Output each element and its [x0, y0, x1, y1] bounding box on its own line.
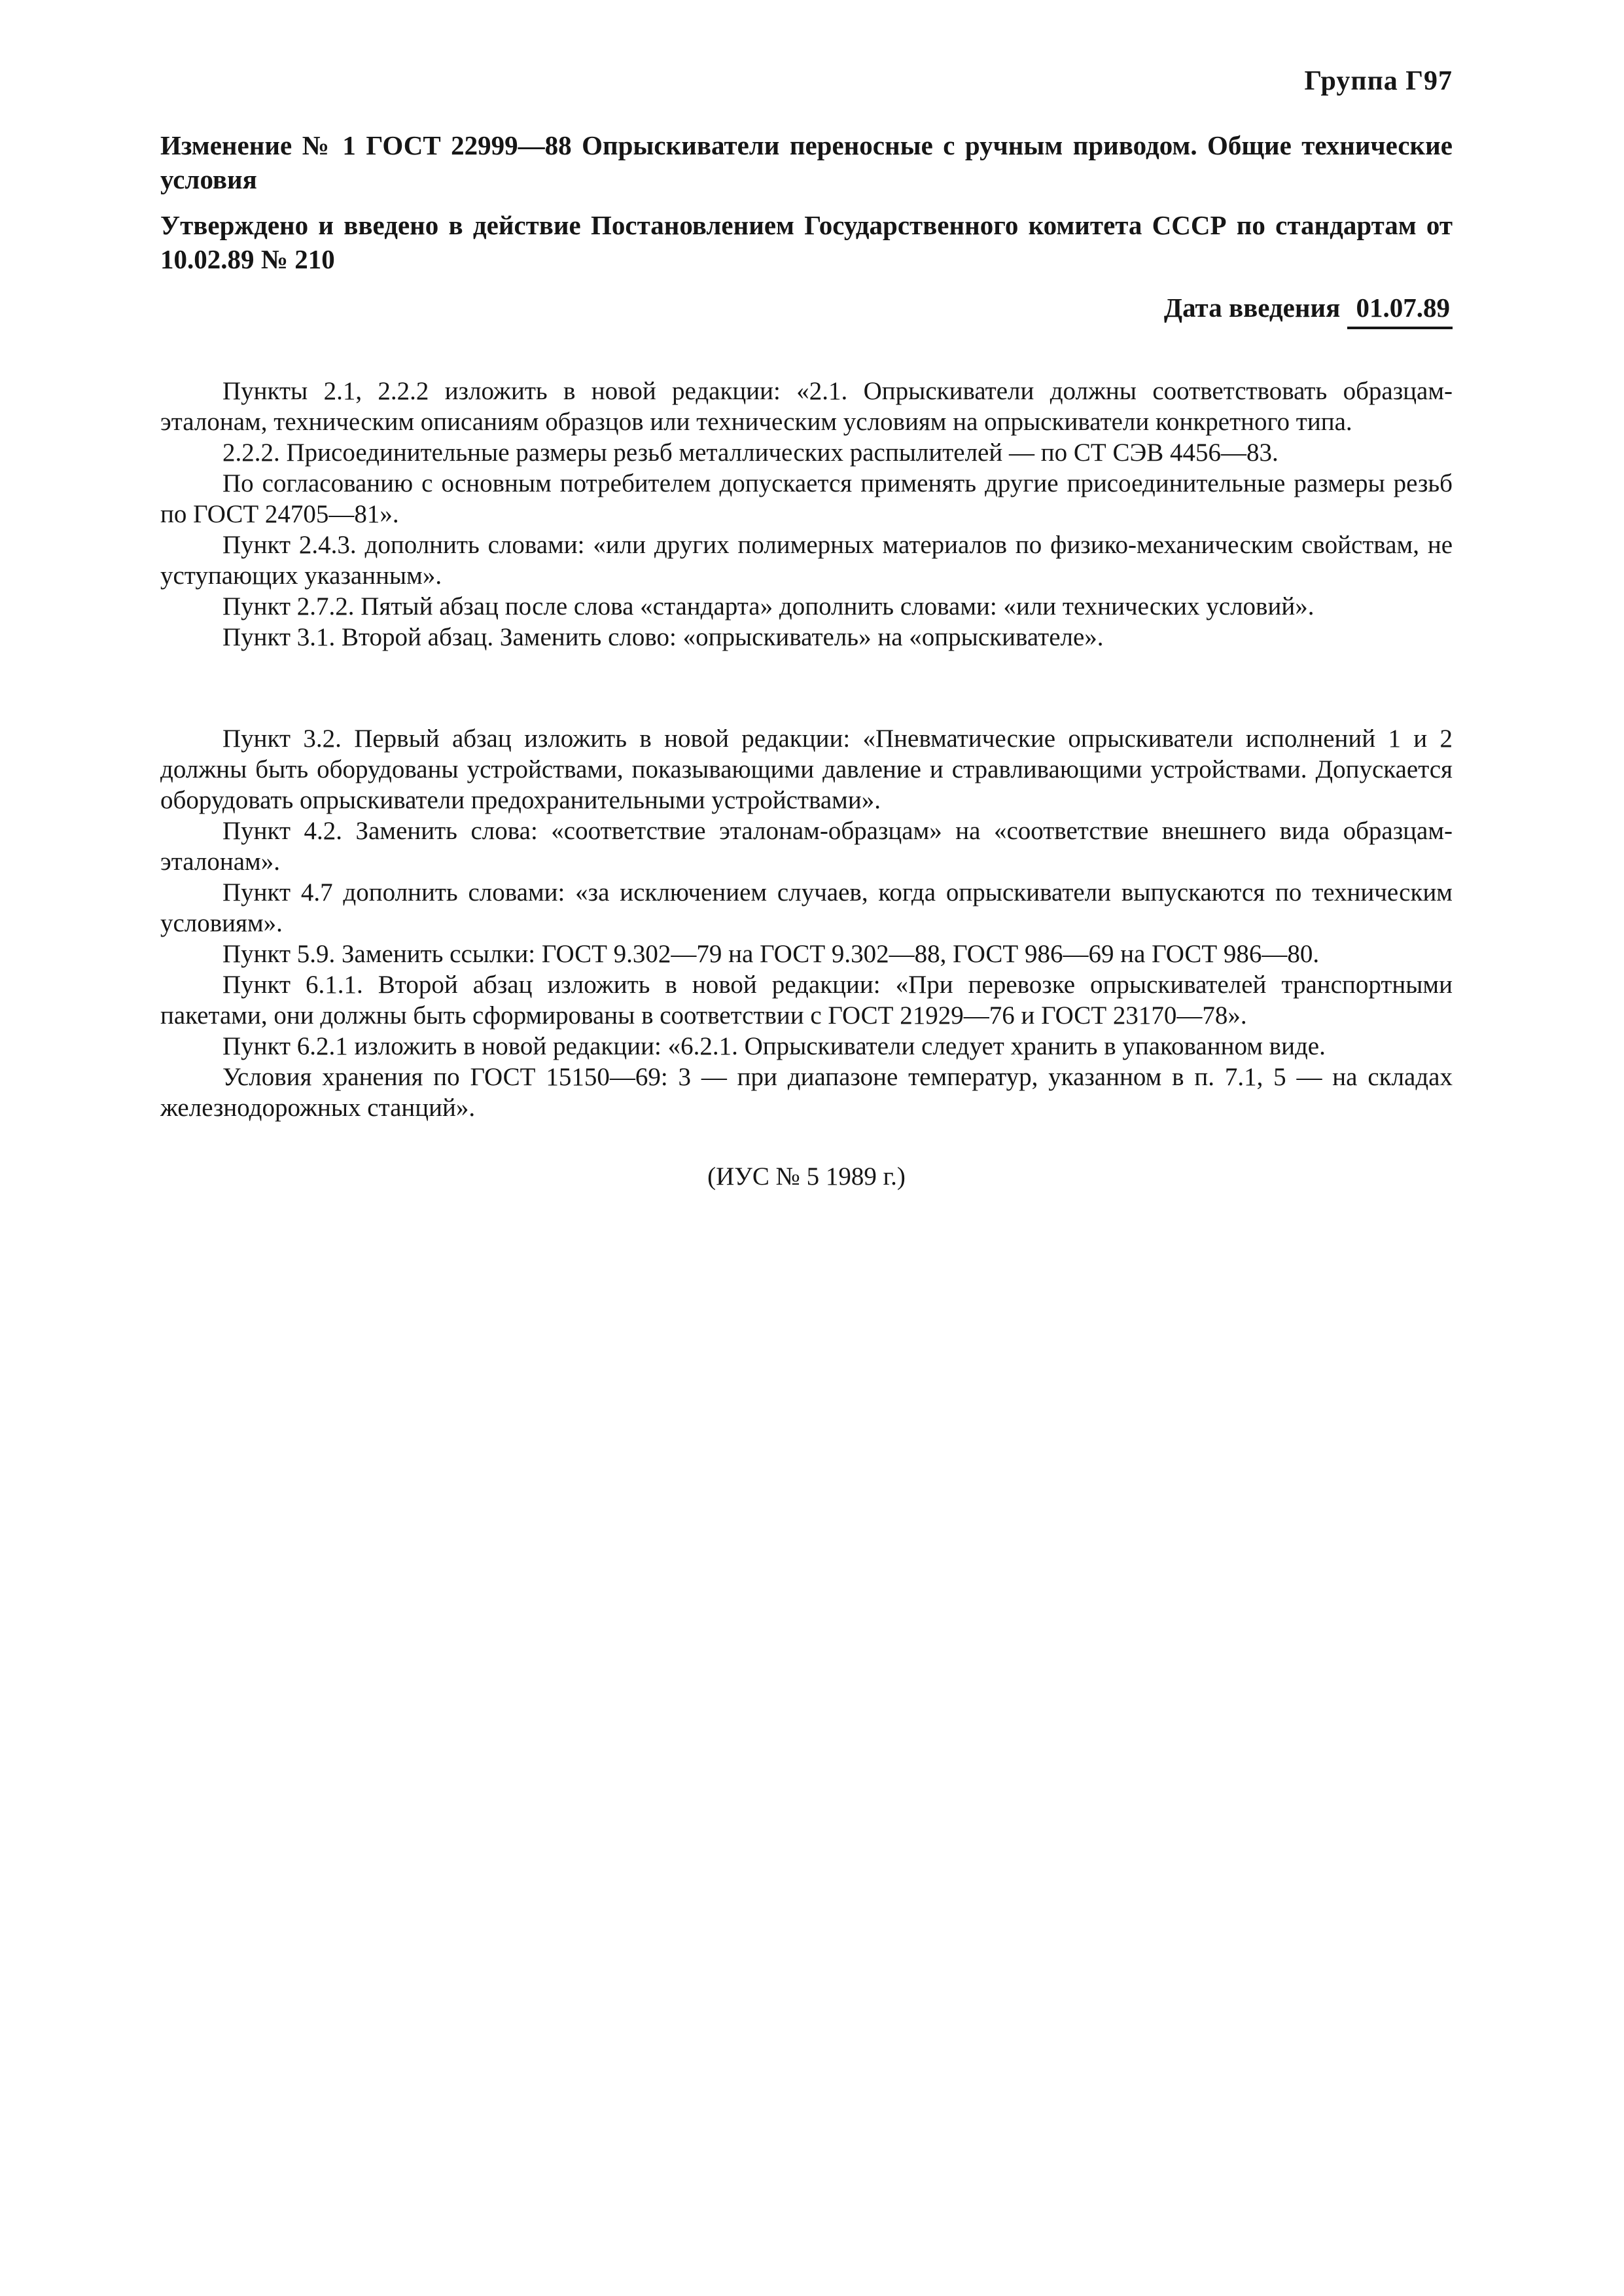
paragraph: Пункт 6.2.1 изложить в новой редакции: «6.2.1. Опрыскиватели следует хранить в упакованном виде.	[222, 1032, 1326, 1060]
paragraph: Условия хранения по ГОСТ 15150—69: 3 — при диапазоне температур, указанном в п. 7.1, 5 — на складах железнодорожных станций».	[160, 1063, 1453, 1122]
paragraph: Пункт 4.7 дополнить словами: «за исключением случаев, когда опрыскиватели выпускаются по техническим условиям».	[160, 878, 1453, 937]
paragraph: Пункт 2.7.2. Пятый абзац после слова «стандарта» дополнить словами: «или технических условий».	[222, 592, 1315, 620]
source-note: (ИУС № 5 1989 г.)	[707, 1162, 906, 1191]
paragraph: 2.2.2. Присоединительные размеры резьб металлических распылителей — по СТ СЭВ 4456—83.	[222, 439, 1279, 467]
paragraph: По согласованию с основным потребителем допускается применять другие присоединительные размеры резьб по ГОСТ 24705—81».	[160, 469, 1453, 528]
group-label: Группа Г97	[1304, 66, 1453, 96]
document-body	[160, 376, 1453, 1123]
paragraph: Пункт 4.2. Заменить слова: «соответствие эталонам-образцам» на «соответствие внешнего вида образцам-эталонам».	[160, 817, 1453, 876]
effective-date-value: 01.07.89	[1347, 293, 1453, 329]
paragraph: Пункт 5.9. Заменить ссылки: ГОСТ 9.302—79 на ГОСТ 9.302—88, ГОСТ 986—69 на ГОСТ 986—80.	[222, 940, 1320, 968]
paragraph: Пункт 3.1. Второй абзац. Заменить слово: «опрыскиватель» на «опрыскивателе».	[222, 623, 1104, 651]
approval-statement: Утверждено и введено в действие Постановлением Государственного комитета СССР по стандартам от 10.02.89 № 210	[160, 210, 1453, 274]
effective-date-label: Дата введения	[1163, 293, 1341, 323]
paragraph: Пункты 2.1, 2.2.2 изложить в новой редакции: «2.1. Опрыскиватели должны соответствовать образцам-эталонам, техническим описаниям образцов или техническим условиям на опрыскиватели конкретного типа.	[160, 377, 1453, 436]
effective-date-line	[160, 291, 1453, 325]
paragraph: Пункт 3.2. Первый абзац изложить в новой редакции: «Пневматические опрыскиватели исполнений 1 и 2 должны быть оборудованы устройствами, показывающими давление и стравливающими устройствами. Допускается оборудовать опрыскиватели предохранительными устройствами».	[160, 725, 1453, 814]
paragraph: Пункт 6.1.1. Второй абзац изложить в новой редакции: «При перевозке опрыскивателей транспортными пакетами, они должны быть сформированы в соответствии с ГОСТ 21929—76 и ГОСТ 23170—78».	[160, 971, 1453, 1030]
paragraph: Пункт 2.4.3. дополнить словами: «или других полимерных материалов по физико-механическим свойствам, не уступающих указанным».	[160, 531, 1453, 590]
document-title: Изменение № 1 ГОСТ 22999—88 Опрыскиватели переносные с ручным приводом. Общие технические условия	[160, 130, 1453, 194]
